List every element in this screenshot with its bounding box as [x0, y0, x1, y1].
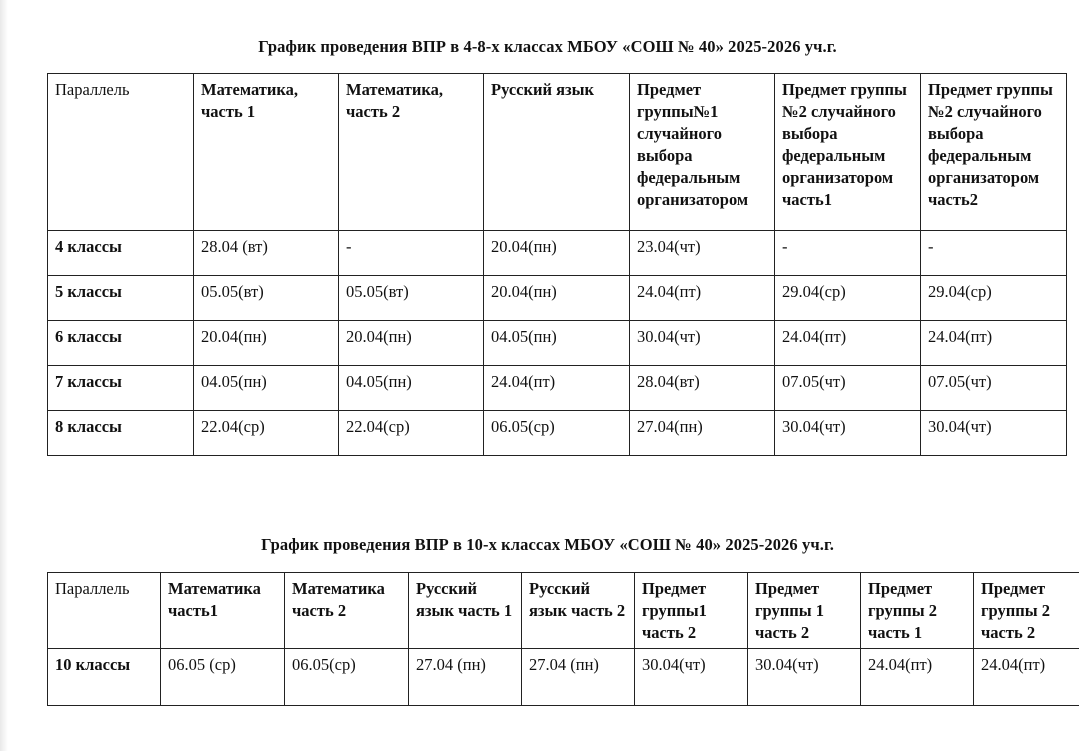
- table-cell: 30.04(чт): [635, 649, 748, 706]
- header-cell: Математика часть 2: [285, 573, 409, 649]
- header-cell: Предмет группы 2 часть 1: [861, 573, 974, 649]
- row-label: 7 классы: [48, 366, 194, 411]
- header-cell: Русский язык: [484, 74, 630, 231]
- header-cell: Параллель: [48, 74, 194, 231]
- table-cell: 30.04(чт): [748, 649, 861, 706]
- table-cell: 24.04(пт): [484, 366, 630, 411]
- row-label: 5 классы: [48, 276, 194, 321]
- header-cell: Русский язык часть 1: [409, 573, 522, 649]
- header-cell: Математика часть1: [161, 573, 285, 649]
- header-cell: Параллель: [48, 573, 161, 649]
- table-cell: -: [775, 231, 921, 276]
- table-row: [48, 231, 1067, 276]
- table-cell: 04.05(пн): [194, 366, 339, 411]
- table-cell: 24.04(пт): [974, 649, 1079, 706]
- header-cell: Математика, часть 1: [194, 74, 339, 231]
- table-row: [48, 411, 1067, 456]
- table-cell: 22.04(ср): [339, 411, 484, 456]
- header-cell: Предмет группы№1 случайного выбора федеральным организатором: [630, 74, 775, 231]
- table-row: [48, 366, 1067, 411]
- header-cell: Предмет группы1 часть 2: [635, 573, 748, 649]
- table-cell: 20.04(пн): [194, 321, 339, 366]
- row-label: 4 классы: [48, 231, 194, 276]
- table-cell: 23.04(чт): [630, 231, 775, 276]
- table-cell: -: [921, 231, 1067, 276]
- page-edge-shadow: [0, 0, 8, 751]
- table-cell: 30.04(чт): [921, 411, 1067, 456]
- table2-title: График проведения ВПР в 10-х классах МБОУ «СОШ № 40» 2025-2026 уч.г.: [261, 535, 834, 554]
- table-cell: 30.04(чт): [775, 411, 921, 456]
- row-label: 8 классы: [48, 411, 194, 456]
- table-cell: 05.05(вт): [194, 276, 339, 321]
- table-cell: 24.04(пт): [861, 649, 974, 706]
- table-cell: 27.04(пн): [630, 411, 775, 456]
- header-cell: Предмет группы 1 часть 2: [748, 573, 861, 649]
- table-header-row: [48, 573, 1079, 649]
- table-row: [48, 321, 1067, 366]
- schedule-table-grades-4-8: [47, 73, 1067, 456]
- table-cell: 06.05(ср): [285, 649, 409, 706]
- header-cell: Предмет группы №2 случайного выбора федеральным организатором часть1: [775, 74, 921, 231]
- table-cell: 05.05(вт): [339, 276, 484, 321]
- table-cell: 24.04(пт): [775, 321, 921, 366]
- table-cell: 27.04 (пн): [409, 649, 522, 706]
- table-cell: 29.04(ср): [775, 276, 921, 321]
- row-label: 10 классы: [48, 649, 161, 706]
- table-cell: 04.05(пн): [484, 321, 630, 366]
- schedule-table-grade-10: [47, 572, 1079, 706]
- table-header-row: [48, 74, 1067, 231]
- row-label: 6 классы: [48, 321, 194, 366]
- table-cell: 22.04(ср): [194, 411, 339, 456]
- table-cell: 29.04(ср): [921, 276, 1067, 321]
- table-cell: 07.05(чт): [775, 366, 921, 411]
- table-cell: 06.05(ср): [484, 411, 630, 456]
- table-cell: -: [339, 231, 484, 276]
- table-cell: 27.04 (пн): [522, 649, 635, 706]
- table-row: [48, 276, 1067, 321]
- table-cell: 20.04(пн): [484, 231, 630, 276]
- header-cell: Русский язык часть 2: [522, 573, 635, 649]
- table-cell: 28.04 (вт): [194, 231, 339, 276]
- header-cell: Математика, часть 2: [339, 74, 484, 231]
- table-cell: 06.05 (ср): [161, 649, 285, 706]
- table-cell: 30.04(чт): [630, 321, 775, 366]
- table-cell: 20.04(пн): [339, 321, 484, 366]
- header-cell: Предмет группы №2 случайного выбора федеральным организатором часть2: [921, 74, 1067, 231]
- table-cell: 07.05(чт): [921, 366, 1067, 411]
- header-cell: Предмет группы 2 часть 2: [974, 573, 1079, 649]
- table-cell: 28.04(вт): [630, 366, 775, 411]
- table1-title: График проведения ВПР в 4-8-х классах МБОУ «СОШ № 40» 2025-2026 уч.г.: [258, 37, 837, 56]
- table-cell: 24.04(пт): [921, 321, 1067, 366]
- table-row: [48, 649, 1079, 706]
- table-cell: 24.04(пт): [630, 276, 775, 321]
- table-cell: 04.05(пн): [339, 366, 484, 411]
- table-cell: 20.04(пн): [484, 276, 630, 321]
